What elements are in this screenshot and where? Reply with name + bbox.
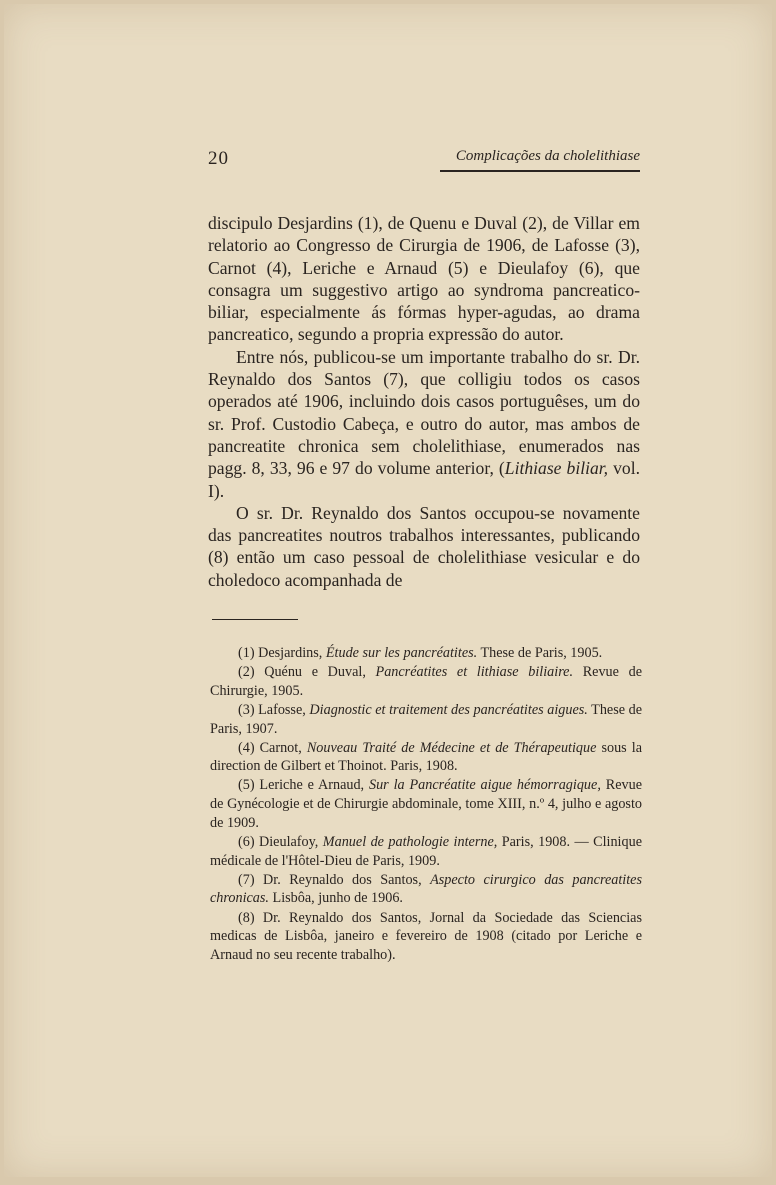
paragraph-2-text: Entre nós, publicou-se um importante trabalho do sr. Dr. Reynaldo dos Santos (7), que colligiu todos os casos operados até 1906, incluindo dois casos portuguêses, um do sr. Prof. Custodio Cabeça, e outro do autor, mas ambos de pancreatite chronica sem cholelithiase, enumerados nas pagg. 8, 33, 96 e 97 do volume anterior, ( (208, 346, 640, 479)
footnote: (6) Dieulafoy, Manuel de pathologie interne, Paris, 1908. — Clinique médicale de l'Hôtel-Dieu de Paris, 1909. (210, 833, 642, 869)
footnote: (1) Desjardins, Étude sur les pancréatites. These de Paris, 1905. (238, 645, 603, 661)
footnote: (7) Dr. Reynaldo dos Santos, Aspecto cirurgico das pancreatites chronicas. Lisbôa, junho de 1906. (210, 871, 642, 907)
footnote: (8) Dr. Reynaldo dos Santos, Jornal da Sociedade das Sciencias medicas de Lisbôa, janeiro e fevereiro de 1908 (citado por Leriche e Arnaud no seu recente trabalho). (210, 909, 642, 963)
paragraph-2-tail: vol. I). (208, 458, 640, 501)
paragraph-2-title: Lithiase biliar, (504, 458, 609, 479)
header-rule (440, 170, 640, 172)
footnote: (2) Quénu e Duval, Pancréatites et lithiase biliaire. Revue de Chirurgie, 1905. (210, 664, 642, 699)
running-head: Complicações da cholelithiase (455, 148, 640, 164)
paragraph-2 (208, 346, 640, 502)
paragraph-3: O sr. Dr. Reynaldo dos Santos occupou-se novamente das pancreatites noutros trabalhos interessantes, publicando (8) então um caso pessoal de cholelithiase vesicular e do choledoco acompanhada de (208, 502, 640, 590)
page-number: 20 (208, 148, 229, 169)
body-text (208, 212, 640, 591)
paragraph-1: discipulo Desjardins (1), de Quenu e Duval (2), de Villar em relatorio ao Congresso de Cirurgia de 1906, de Lafosse (3), Carnot (4), Leriche e Arnaud (5) e Dieulafoy (6), que consagra um suggestivo artigo ao syndroma pancreatico-biliar, especialmente ás fórmas hyper-agudas, ao drama pancreatico, segundo a propria expressão do autor. (208, 213, 640, 345)
footnote: (5) Leriche e Arnaud, Sur la Pancréatite aigue hémorragique, Revue de Gynécologie et de Chirurgie abdominale, tome XIII, n.º 4, julho e agosto de 1909. (210, 777, 642, 831)
footnote: (4) Carnot, Nouveau Traité de Médecine et de Thérapeutique sous la direction de Gilbert et Thoinot. Paris, 1908. (210, 739, 642, 775)
footnotes (210, 644, 642, 965)
page-header (208, 148, 640, 172)
footnote: (3) Lafosse, Diagnostic et traitement des pancréatites aigues. These de Paris, 1907. (210, 701, 643, 737)
footnote-rule (212, 619, 298, 620)
book-page (4, 4, 772, 1177)
